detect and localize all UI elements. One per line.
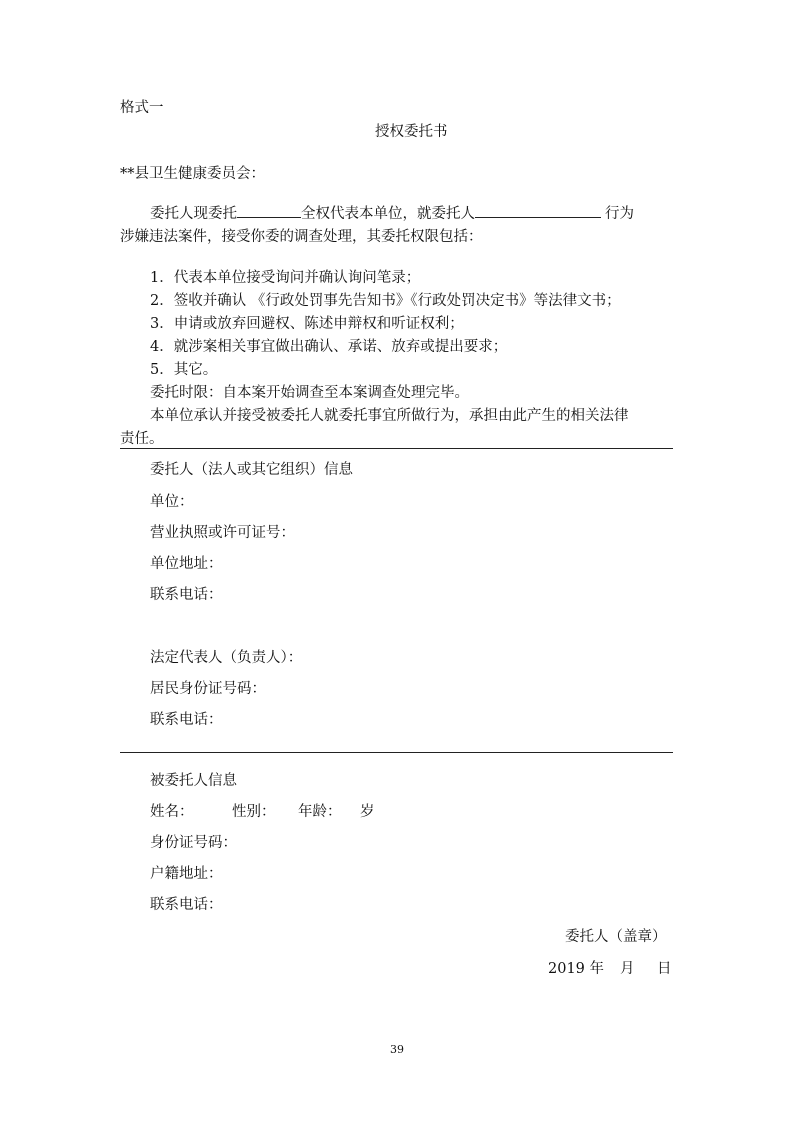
agent-name-blank[interactable] xyxy=(237,203,301,218)
intro-part-2: 全权代表本单位，就委托人 xyxy=(301,206,475,222)
power-item-2: 2．签收并确认 《行政处罚事先告知书》《行政处罚决定书》等法律文书； xyxy=(150,293,621,309)
agent-heading: 被委托人信息 xyxy=(150,773,237,789)
intro-line-2: 涉嫌违法案件，接受你委的调查处理，其委托权限包括： xyxy=(120,229,483,245)
agent-phone-field: 联系电话： xyxy=(150,897,223,913)
power-item-4: 4．就涉案相关事宜做出确认、承诺、放弃或提出要求； xyxy=(150,339,508,355)
agent-id-field: 身份证号码： xyxy=(150,835,237,851)
agent-age-unit: 岁 xyxy=(360,804,375,820)
addressee: **县卫生健康委员会： xyxy=(120,166,265,182)
principal-name-blank[interactable] xyxy=(475,203,601,218)
document-title: 授权委托书 xyxy=(375,124,448,140)
legal-rep-id-field: 居民身份证号码： xyxy=(150,681,266,697)
power-item-5: 5．其它。 xyxy=(150,362,218,378)
date-month: 月 xyxy=(620,961,635,977)
principal-unit-field: 单位： xyxy=(150,494,194,510)
agent-gender-field: 性别： xyxy=(232,804,276,820)
section-divider-1 xyxy=(120,448,673,449)
agent-household-address-field: 户籍地址： xyxy=(150,866,223,882)
intro-part-1: 委托人现委托 xyxy=(150,206,237,222)
agent-name-field: 姓名： xyxy=(150,804,194,820)
date-year: 2019 年 xyxy=(548,961,605,977)
page-number: 39 xyxy=(390,1043,404,1056)
format-label: 格式一 xyxy=(120,100,164,116)
section-divider-2 xyxy=(120,752,673,753)
intro-part-3: 行为 xyxy=(605,206,634,222)
commitment-line-2: 责任。 xyxy=(120,431,164,447)
principal-phone-field: 联系电话： xyxy=(150,587,223,603)
legal-rep-heading: 法定代表人（负责人）： xyxy=(150,650,303,666)
signer-label: 委托人（盖章） xyxy=(565,929,667,945)
principal-license-field: 营业执照或许可证号： xyxy=(150,525,295,541)
date-day: 日 xyxy=(657,961,672,977)
power-item-3: 3．申请或放弃回避权、陈述申辩权和听证权利； xyxy=(150,316,464,332)
commitment-line-1: 本单位承认并接受被委托人就委托事宜所做行为，承担由此产生的相关法律 xyxy=(150,408,629,424)
power-item-1: 1．代表本单位接受询问并确认询问笔录； xyxy=(150,270,421,286)
term-text: 委托时限：自本案开始调查至本案调查处理完毕。 xyxy=(150,385,469,401)
legal-rep-phone-field: 联系电话： xyxy=(150,712,223,728)
principal-heading: 委托人（法人或其它组织）信息 xyxy=(150,462,353,478)
intro-line-1 xyxy=(150,202,634,223)
agent-age-field: 年龄： xyxy=(298,804,342,820)
principal-address-field: 单位地址： xyxy=(150,556,223,572)
